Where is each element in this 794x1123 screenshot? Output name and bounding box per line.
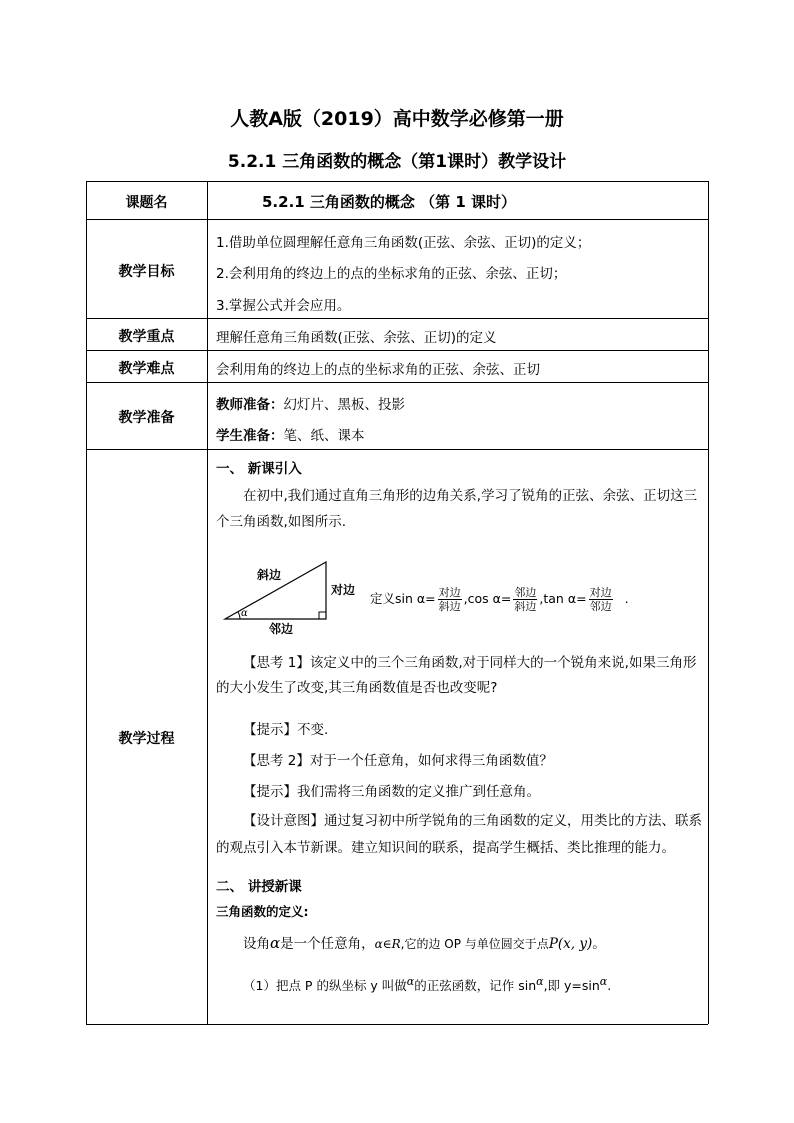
design-intent-paragraph: 【设计意图】通过复习初中所学锐角的三角函数的定义，用类比的方法、联系的观点引入本节新课。建立知识间的联系，提高学生概括、类比推理的能力。 <box>216 813 702 856</box>
item-text: . <box>607 978 612 994</box>
section-heading: 一、 新课引入 <box>216 461 302 477</box>
think1-paragraph: 【思考 1】该定义中的三个三角函数,对于同样大的一个锐角来说,如果三角形的大小发生了改变,其三角函数值是否也改变呢? <box>216 655 697 696</box>
cos-numerator: 邻边 <box>514 586 537 599</box>
row-label-process: 教学过程 <box>118 731 175 747</box>
document-title: 人教A版（2019）高中数学必修第一册 <box>230 108 564 130</box>
difficulty-value: 会利用角的终边上的点的坐标求角的正弦、余弦、正切 <box>216 362 540 378</box>
def-tan: tan <box>543 591 564 606</box>
def-equals: = <box>500 591 512 606</box>
table-divider <box>86 219 708 220</box>
def-alpha: α <box>492 591 501 606</box>
item-text: （1）把点 P 的纵坐标 y 叫做 <box>243 978 407 994</box>
def-comma: , <box>463 591 468 606</box>
tan-denominator: 邻边 <box>589 600 612 613</box>
right-angle-mark <box>319 612 326 619</box>
row-label-prep: 教学准备 <box>118 410 175 426</box>
alpha-symbol: α <box>599 975 608 988</box>
teacher-prep <box>216 393 405 413</box>
def-end: . <box>624 591 629 606</box>
topic-value: 5.2.1 三角函数的概念 （第 1 课时） <box>262 193 517 211</box>
hypotenuse-label: 斜边 <box>257 568 282 582</box>
table-divider <box>86 449 708 450</box>
def-text: 设角 <box>243 936 270 952</box>
table-column-divider <box>207 181 208 1024</box>
adjacent-label: 邻边 <box>269 622 294 636</box>
intro-paragraph: 在初中,我们通过直角三角形的边角关系,学习了锐角的正弦、余弦、正切这三个三角函数,如图所示. <box>216 488 698 530</box>
sin-fraction <box>438 586 462 613</box>
def-text: 是一个任意角， <box>280 936 375 952</box>
def-alpha: α <box>416 591 426 606</box>
table-border-right <box>708 181 709 1024</box>
goal-item: 3.掌握公式并会应用。 <box>216 298 351 314</box>
tan-fraction <box>589 586 613 613</box>
table-divider <box>86 318 708 319</box>
row-label-difficulty: 教学难点 <box>118 361 175 377</box>
student-prep-value: 笔、纸、课本 <box>283 428 365 444</box>
section-heading: 二、 讲授新课 <box>216 879 302 895</box>
def-text: ,它的边 OP 与单位圆交于点 <box>400 937 549 951</box>
think2-line: 【思考 2】对于一个任意角，如何求得三角函数值？ <box>243 753 553 769</box>
definition-item-1 <box>243 975 611 994</box>
table-divider <box>86 382 708 383</box>
definition-heading: 三角函数的定义: <box>216 904 309 919</box>
cos-denominator: 斜边 <box>514 600 537 613</box>
teacher-prep-value: 幻灯片、黑板、投影 <box>283 397 405 413</box>
def-comma: , <box>539 591 544 606</box>
table-border-top <box>86 181 708 182</box>
point-p: P(x, y) <box>548 936 593 952</box>
trig-definition <box>370 586 629 613</box>
sin-numerator: 对边 <box>438 586 461 599</box>
student-prep-label: 学生准备： <box>216 428 284 444</box>
angle-alpha-label: α <box>241 608 248 619</box>
alpha-in-r: α∈R <box>374 937 401 951</box>
definition-sentence <box>243 932 606 952</box>
cos-fraction <box>513 586 537 613</box>
row-label-keypoint: 教学重点 <box>118 329 175 345</box>
table-divider <box>86 350 708 351</box>
tan-numerator: 对边 <box>589 586 612 599</box>
row-label-goals: 教学目标 <box>118 264 175 280</box>
table-border-bottom <box>86 1024 708 1025</box>
table-border-left <box>86 181 87 1024</box>
alpha-symbol: α <box>270 934 281 952</box>
def-cos: cos <box>467 591 489 606</box>
hint2-line: 【提示】我们需将三角函数的定义推广到任意角。 <box>243 784 540 800</box>
right-triangle-figure <box>220 557 370 637</box>
item-text: ,即 y=sin <box>543 978 600 994</box>
def-equals: = <box>576 591 587 606</box>
hint1-line: 【提示】不变. <box>243 722 329 738</box>
teacher-prep-label: 教师准备： <box>216 397 284 413</box>
def-prefix: 定义sin <box>370 591 413 606</box>
item-text: 的正弦函数，记作 sin <box>414 978 537 994</box>
sin-denominator: 斜边 <box>438 600 461 613</box>
alpha-symbol: α <box>536 975 544 988</box>
goal-item: 2.会利用角的终边上的点的坐标求角的正弦、余弦、正切； <box>216 266 567 282</box>
def-alpha: α <box>567 591 577 606</box>
opposite-label: 对边 <box>331 583 356 597</box>
def-equals: = <box>425 591 436 606</box>
document-subtitle: 5.2.1 三角函数的概念（第1课时）教学设计 <box>227 152 567 172</box>
row-label-topic: 课题名 <box>125 195 168 211</box>
def-text: 。 <box>592 936 606 952</box>
angle-arc <box>238 612 240 619</box>
goal-item: 1.借助单位圆理解任意角三角函数(正弦、余弦、正切)的定义； <box>216 235 591 251</box>
alpha-symbol: α <box>406 975 415 988</box>
keypoint-value: 理解任意角三角函数(正弦、余弦、正切)的定义 <box>216 330 497 346</box>
student-prep <box>216 424 365 444</box>
